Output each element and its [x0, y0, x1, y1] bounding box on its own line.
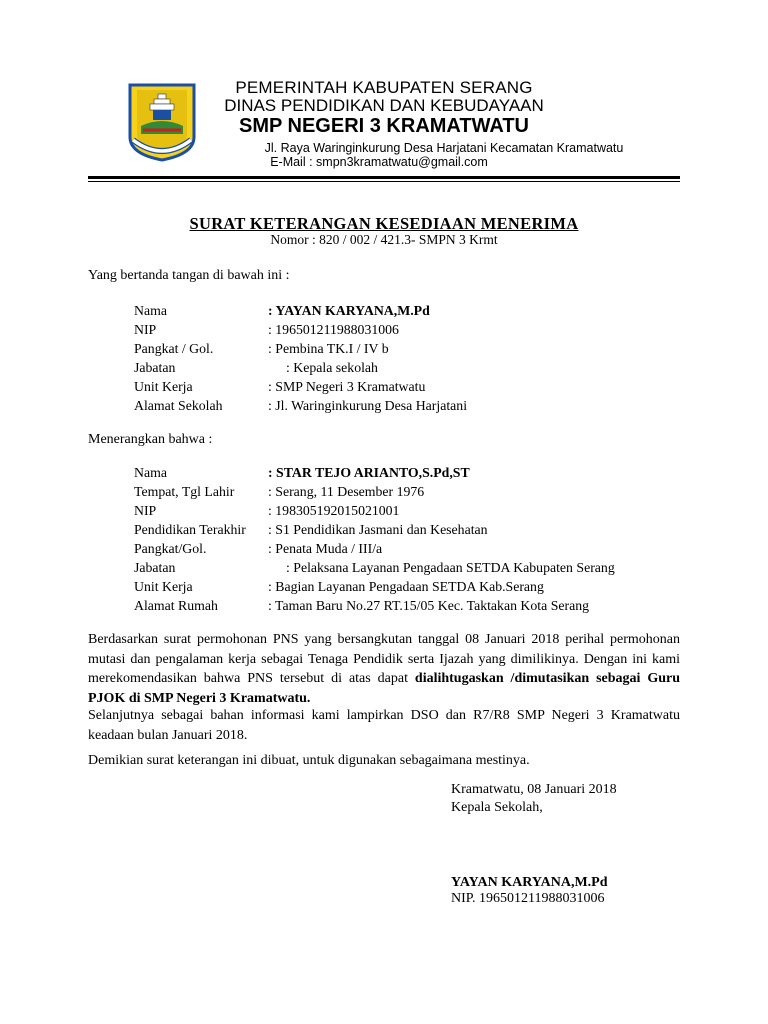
department-line: DINAS PENDIDIKAN DAN KEBUDAYAAN: [224, 96, 544, 115]
letter-title: SURAT KETERANGAN KESEDIAAN MENERIMA: [189, 214, 579, 233]
field-value: : Jl. Waringinkurung Desa Harjatani: [268, 398, 468, 413]
states-text: Menerangkan bahwa :: [88, 432, 213, 447]
field-value: : Serang, 11 Desember 1976: [268, 484, 425, 499]
field-value: : Pembina TK.I / IV b: [268, 341, 389, 356]
field-label: Jabatan: [134, 560, 176, 575]
field-label: Pendidikan Terakhir: [134, 522, 246, 537]
body-bold-text: dialihtugaskan /dimutasikan sebagai Guru PJOK di SMP Negeri 3 Kramatwatu.: [88, 671, 681, 706]
field-label: Alamat Sekolah: [134, 398, 223, 413]
field-value: : Bagian Layanan Pengadaan SETDA Kab.Serang: [268, 579, 544, 594]
body-paragraph-1: [88, 630, 680, 708]
field-label: NIP: [134, 503, 157, 518]
field-label: Unit Kerja: [134, 379, 193, 394]
school-email: E-Mail : smpn3kramatwatu@gmail.com: [270, 155, 488, 169]
field-label: Pangkat/Gol.: [134, 541, 207, 556]
field-value: : Penata Muda / III/a: [268, 541, 383, 556]
government-line: PEMERINTAH KABUPATEN SERANG: [235, 78, 533, 97]
field-label: Pangkat / Gol.: [134, 341, 214, 356]
field-label: Nama: [134, 303, 167, 318]
signature-name: YAYAN KARYANA,M.Pd: [451, 875, 608, 890]
body-paragraph-2: Selanjutnya sebagai bahan informasi kami lampirkan DSO dan R7/R8 SMP Negeri 3 Kramatwatu keadaan bulan Januari 2018.: [88, 708, 680, 743]
field-value: : 196501211988031006: [268, 322, 399, 337]
field-value: : STAR TEJO ARIANTO,S.Pd,ST: [268, 465, 470, 480]
intro-text: Yang bertanda tangan di bawah ini :: [88, 268, 290, 283]
body-text: Berdasarkan surat permohonan PNS yang bersangkutan tanggal 08 Januari 2018 perihal permohonan mutasi dan pengalaman kerja sebagai Tenaga Pendidik serta Ijazah yang dimilikinya. Dengan ini kami merekomendasikan bahwa PNS tersebut di atas dapat: [88, 632, 680, 686]
field-label: Tempat, Tgl Lahir: [134, 484, 235, 499]
place-date: Kramatwatu, 08 Januari 2018: [451, 782, 617, 797]
field-label: Nama: [134, 465, 167, 480]
signature-nip: NIP. 196501211988031006: [451, 891, 605, 906]
school-name: SMP NEGERI 3 KRAMATWATU: [238, 115, 529, 137]
field-label: NIP: [134, 322, 157, 337]
field-value: : YAYAN KARYANA,M.Pd: [268, 303, 430, 318]
field-value: : SMP Negeri 3 Kramatwatu: [268, 379, 426, 394]
field-value: : Pelaksana Layanan Pengadaan SETDA Kabupaten Serang: [286, 560, 615, 575]
field-value: : Taman Baru No.27 RT.15/05 Kec. Taktakan Kota Serang: [268, 598, 590, 613]
header-rule-thick: [88, 176, 680, 179]
field-value: : Kepala sekolah: [286, 360, 378, 375]
field-value: : 198305192015021001: [268, 503, 400, 518]
school-address: Jl. Raya Waringinkurung Desa Harjatani Kecamatan Kramatwatu: [264, 141, 624, 155]
signer-position: Kepala Sekolah,: [451, 800, 543, 815]
field-value: : S1 Pendidikan Jasmani dan Kesehatan: [268, 522, 488, 537]
closing-paragraph: Demikian surat keterangan ini dibuat, untuk digunakan sebagaimana mestinya.: [88, 753, 530, 768]
field-label: Alamat Rumah: [134, 598, 218, 613]
field-label: Jabatan: [134, 360, 176, 375]
letter-number: Nomor : 820 / 002 / 421.3- SMPN 3 Krmt: [270, 232, 498, 247]
field-label: Unit Kerja: [134, 579, 193, 594]
header-rule-thin: [88, 181, 680, 182]
